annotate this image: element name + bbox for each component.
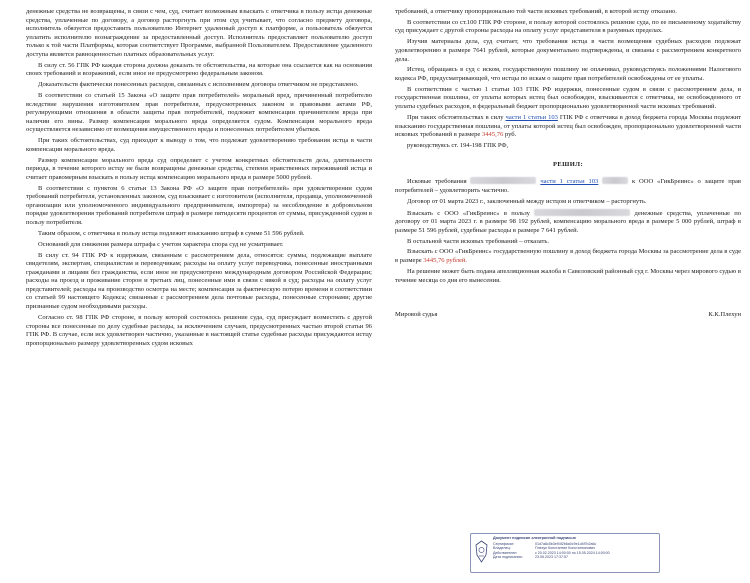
- paragraph: [395, 248, 741, 265]
- right-column: [395, 8, 741, 320]
- stamp-key: Дата подписания:: [493, 555, 523, 560]
- stamp-key: Действителен:: [493, 550, 518, 555]
- paragraph: Согласно ст. 98 ГПК РФ стороне, в пользу которой состоялось решение суда, суд присуждает возместить с другой стороны все понесенные по делу судебные расходы, за исключением случаев, предусмотренных частью второй статьи 96 ГПК РФ. В случае, если иск удовлетворен частично, указанные в настоящей статье судебные расходы присуждаются истцу пропорционально размеру удовлетворенных судом исковых: [26, 313, 372, 347]
- paragraph: В соответствии со ст.100 ГПК РФ стороне, в пользу которой состоялось решение суда, по ее письменному ходатайству суд присуждает с другой стороны расходы на оплату услуг представителя в разумных пределах.: [395, 18, 741, 35]
- paragraph: Истец, обращаясь в суд с иском, государственную пошлину не оплачивал, руководствуясь положениями Налогового кодекса РФ, предусматривающей, что истцы по искам о защите прав потребителей освобождены от ее уплаты.: [395, 66, 741, 82]
- law-link[interactable]: части 1 статьи 103: [505, 113, 558, 121]
- text: денежные средства, уплаченные по договору от 01 марта 2023 г. в размере 98 192 рублей, компенсацию морального вреда в размере 5 000 рублей, штраф в размере 51 596 рублей, судебные расходы в размере 7 641 рублей.: [395, 209, 742, 234]
- paragraph: В соответствии с частью 1 статьи 103 ГПК РФ издержки, понесенные судом в связи с рассмотрением дела, и государственная пошлина, от уплаты которых истец был освобожден, взыскиваются с ответчика, не освобожденного от уплаты судебных расходов, в федеральный бюджет пропорционально удовлетворенной части исковых требований.: [395, 85, 741, 111]
- text: руб.: [504, 131, 517, 139]
- stamp-key: Сертификат:: [493, 541, 515, 546]
- paragraph: требований, а ответчику пропорционально той части исковых требований, в которой истцу отказано.: [395, 8, 677, 15]
- judge-name: К.К.Плехун: [708, 311, 741, 319]
- paragraph: При таких обстоятельствах, суд приходит к выводу о том, что подлежат удовлетворению требования истца в части компенсации морального вреда.: [26, 137, 372, 153]
- emblem-icon: [474, 540, 489, 564]
- stamp-value: 01d7a8c5b3e94f2b6a0c9e1d4f7b2a6c: [535, 541, 597, 546]
- paragraph: Договор от 01 марта 2023 г., заключенный между истцом и ответчиком – расторгнуть.: [407, 197, 647, 205]
- paragraph: Доказательств фактически понесенных расходов, связанных с исполнением договора ответчиком не представлено.: [38, 81, 359, 89]
- signature-row: [395, 311, 741, 320]
- paragraph: В остальной части исковых требований – отказать.: [407, 237, 549, 245]
- paragraph: [395, 209, 741, 236]
- duty-amount: 3445,76: [423, 257, 445, 265]
- redacted-name: [602, 177, 628, 184]
- left-column: [26, 8, 372, 351]
- stamp-title: Документ подписан электронной подписью: [493, 536, 576, 540]
- paragraph: В соответствии со статьей 15 Закона «О защите прав потребителей» моральный вред, причиненный потребителю вследствие нарушения изготовителем прав потребителя, предусмотренных законом и правовыми актами РФ, регулирующими отношения в области защиты прав потребителей, подлежит компенсации причинителем вреда при наличии его вины. Размер компенсации морального вреда определяется судом. Компенсация морального вреда осуществляется независимо от возмещения имущественного вреда и понесенных потребителем убытков.: [26, 92, 372, 134]
- paragraph: В соответствии с пунктом 6 статьи 13 Закона РФ «О защите прав потребителей» при удовлетворении судом требований потребителя, установленных законом, суд взыскивает с изготовителя (исполнителя, продавца, уполномоченной организации или уполномоченного индивидуального предпринимателя, импортера) за несоблюдение в добровольном порядке удовлетворения требований потребителя штраф в размере пятидесяти процентов от суммы, присужденной судом в пользу потребителя.: [26, 184, 372, 226]
- redacted-name: [534, 209, 630, 216]
- text: Исковые требования: [407, 178, 467, 186]
- paragraph: Размер компенсации морального вреда суд определяет с учетом конкретных обстоятельств дела, длительности периода, в течение которого истцу не были возвращены денежные средства, степени нравственных переживаний истца и считает правомерным взыскать в пользу истца компенсацию морального вреда в размере 5000 рублей.: [26, 156, 372, 181]
- judge-title: Мировой судья: [395, 311, 438, 319]
- text: Взыскать с ООО «ГикБреинс» в пользу: [407, 209, 530, 217]
- text: ГПК РФ с ответчика в доход бюджета города Москвы подлежит взысканию государственная пошлина, от уплаты которой истец был освобожден, пропорционально удовлетворенной части исковых требований в размере: [395, 113, 741, 139]
- text: При таких обстоятельствах в силу: [407, 113, 504, 121]
- stamp-key: Владелец:: [493, 546, 511, 551]
- stamp-value: Плехун Константин Константинович: [535, 546, 596, 551]
- e-signature-stamp: [470, 533, 660, 573]
- stamp-value: 23.06.2023 17:37:57: [535, 555, 568, 560]
- text: рублей.: [446, 257, 468, 265]
- paragraph: Таким образом, с ответчика в пользу истца подлежит взысканию штраф в сумме 51 596 рублей.: [38, 229, 305, 237]
- paragraph: руководствуясь ст. 194-198 ГПК РФ,: [407, 142, 509, 149]
- text: к ООО «ГикБреинс» о защите прав потребителей – удовлетворить частично.: [395, 178, 742, 194]
- stamp-value: с 20.02.2023 14:00:00 по 15.05.2024 14:00:00: [535, 550, 610, 555]
- duty-amount: 3445,76: [481, 131, 504, 139]
- paragraph: В силу ст. 94 ГПК РФ к издержкам, связанным с рассмотрением дела, относятся: суммы, подлежащие выплате свидетелям, экспертам, специалистам и переводчикам; расходы на оплату услуг переводчика, понесенные иностранными гражданами и лицами без гражданства, если иное не предусмотрено международным договором Российской Федерации; расходы на проезд и проживание сторон и третьих лиц, понесенные ими в связи с явкой в суд; расходы на оплату услуг представителей; расходы на производство осмотра на месте; компенсация за фактическую потерю времени в соответствии со статьей 99 настоящего Кодекса; связанные с рассмотрением дела почтовые расходы, понесенные сторонами; другие признанные судом необходимыми расходы.: [26, 251, 372, 311]
- paragraph: [395, 114, 741, 140]
- decision-heading: РЕШИЛ:: [552, 160, 584, 168]
- redacted-name: [470, 177, 536, 184]
- text: Взыскать с ООО «ГикБреинс» государственную пошлину в доход бюджета города Москвы за рассмотрение дела в суде в размере: [395, 248, 741, 265]
- stamp-row: [493, 555, 656, 560]
- paragraph: [395, 177, 741, 195]
- paragraph: В силу ст. 56 ГПК РФ каждая сторона должна доказать те обстоятельства, на которые она ссылается как на основания своих требований и возражений, если иное не предусмотрено федеральным законом.: [26, 61, 372, 78]
- paragraph: Оснований для снижения размера штрафа с учетом характера спора суд не усматривает.: [38, 240, 284, 248]
- law-link[interactable]: части 1 статьи 103: [540, 178, 599, 186]
- paragraph: На решение может быть подана апелляционная жалоба в Савеловский районный суд г. Москвы через мирового судью в течение месяца со дня его вынесения.: [395, 267, 741, 284]
- paragraph: Изучив материалы дела, суд считает, что требования истца в части возмещения судебных расходов подлежат удовлетворению в размере 7641 рублей, которые документально подтверждены, и связаны с рассмотрением конкретного дела.: [395, 38, 741, 63]
- paragraph: денежные средства не возвращены, в связи с чем, суд, считает возможным взыскать с ответчика в пользу истца денежные средства, уплаченные по договору, а договор расторгнуть при этом суд учитывает, что согласно предмету договора, исполнитель обязуется предоставить пользователю Интернет удаленный доступ к платформе, а пользователь обязуется уплатить исполнителю вознаграждение за предоставленный доступ. Исполнитель предоставляет пользователю доступ только к той части Платформы, которая соответствует Программе, выбранной Пользователем. Предоставление удаленного доступа является равноценностью платных образовательных услуг.: [26, 8, 372, 58]
